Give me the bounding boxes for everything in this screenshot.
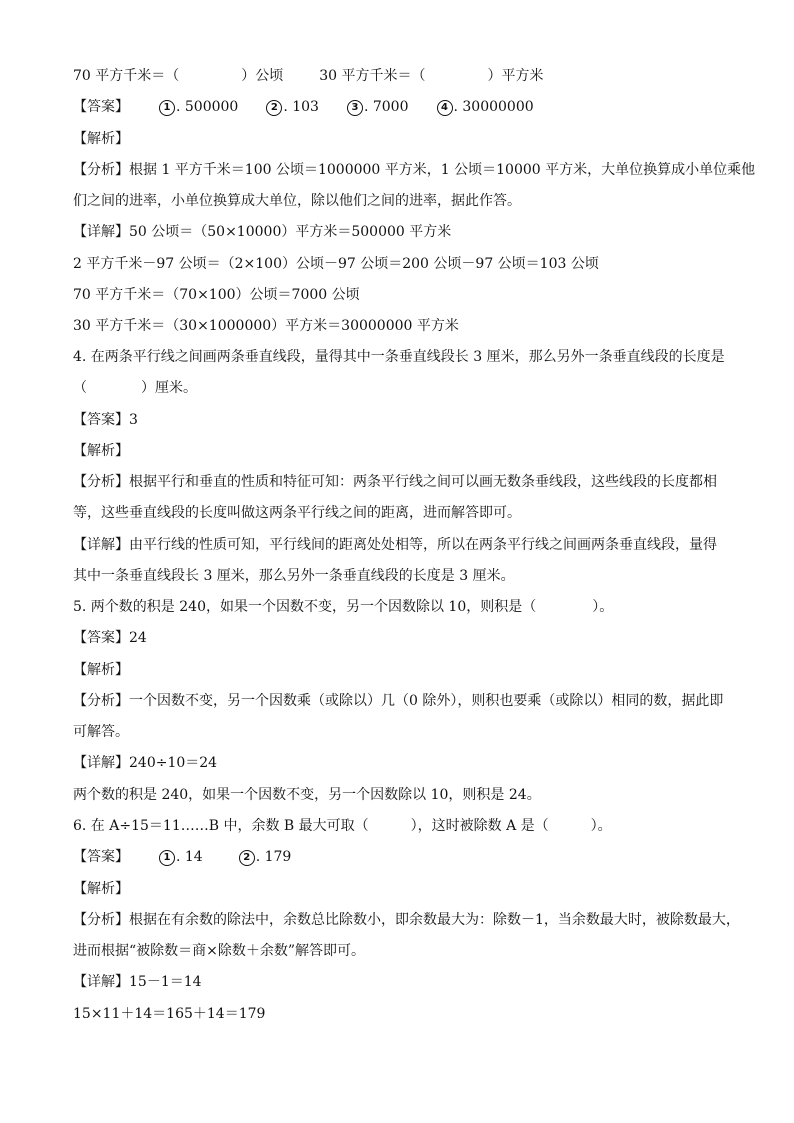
q4-analysis-line1 — [73, 472, 717, 492]
q3-stem-part2: ）公顷 — [241, 68, 284, 84]
answer-value: . 103 — [283, 99, 319, 115]
q5-detail-line1 — [73, 753, 217, 773]
jiexi-heading: 【解析】 — [73, 881, 129, 897]
answer-value: . 30000000 — [453, 99, 534, 115]
q6-analysis-line2: 进而根据“被除数＝商×除数＋余数”解答即可。 — [73, 943, 366, 959]
q3-detail-line3: 70 平方千米＝（70×100）公顷＝7000 公顷 — [73, 287, 360, 303]
detail-tag: 【详解】 — [73, 224, 129, 240]
detail-text: 50 公顷＝（50×10000）平方米＝500000 平方米 — [129, 224, 452, 240]
analysis-text: 根据在有余数的除法中，余数总比除数小，即余数最大为：除数－1，当余数最大时，被除数最大， — [129, 912, 740, 928]
q5-analysis-line1 — [73, 691, 723, 711]
analysis-tag: 【分析】 — [73, 912, 129, 928]
q5-stem-close: ）。 — [592, 599, 614, 615]
circled-number-icon: 2 — [266, 100, 282, 116]
q5-stem-line — [73, 597, 613, 617]
q5-stem-text: 5. 两个数的积是 240，如果一个因数不变，另一个因数除以 10，则积是（ — [73, 599, 537, 615]
q4-answer-line — [73, 410, 138, 430]
q4-detail-line2: 其中一条垂直线段长 3 厘米，那么另外一条垂直线段的长度是 3 厘米。 — [73, 568, 515, 584]
q5-detail-line2: 两个数的积是 240，如果一个因数不变，另一个因数除以 10，则积是 24。 — [73, 787, 541, 803]
q4-detail-line1 — [73, 535, 717, 555]
detail-text: 15－1＝14 — [129, 974, 202, 990]
q3-stem-part1: 70 平方千米＝（ — [73, 68, 180, 84]
analysis-tag: 【分析】 — [73, 162, 129, 178]
analysis-text: 一个因数不变，另一个因数乘（或除以）几（0 除外），则积也要乘（或除以）相同的数，据此即 — [129, 693, 724, 709]
analysis-tag: 【分析】 — [73, 693, 129, 709]
detail-tag: 【详解】 — [73, 974, 129, 990]
detail-tag: 【详解】 — [73, 755, 129, 771]
answer-tag: 【答案】 — [73, 99, 129, 115]
answer-value: 24 — [129, 630, 147, 646]
answer-tag: 【答案】 — [73, 412, 129, 428]
detail-tag: 【详解】 — [73, 537, 129, 553]
jiexi-heading: 【解析】 — [73, 443, 129, 459]
q6-answer-line — [73, 847, 291, 867]
q3-stem-part4: ）平方米 — [487, 68, 544, 84]
q6-stem-part2: ），这时被除数 A 是（ — [410, 818, 549, 834]
q3-analysis-line2: 们之间的进率，小单位换算成大单位，除以他们之间的进率，据此作答。 — [73, 193, 521, 209]
q5-analysis-line2: 可解答。 — [73, 724, 129, 740]
jiexi-heading: 【解析】 — [73, 131, 129, 147]
answer-value: . 179 — [255, 849, 292, 865]
circled-number-icon: 2 — [239, 850, 255, 866]
q4-stem-line2 — [73, 378, 197, 398]
q6-detail-line1 — [73, 972, 202, 992]
q3-detail-line1 — [73, 222, 451, 242]
q6-stem-part3: ）。 — [590, 818, 612, 834]
q3-stem-part3: 30 平方千米＝（ — [319, 68, 426, 84]
q6-stem-part1: 6. 在 A÷15＝11……B 中，余数 B 最大可取（ — [73, 818, 369, 834]
q5-answer-line — [73, 628, 147, 648]
detail-text: 由平行线的性质可知，平行线间的距离处处相等，所以在两条平行线之间画两条垂直线段，量得 — [129, 537, 717, 553]
analysis-tag: 【分析】 — [73, 474, 129, 490]
q3-stem-line — [73, 66, 544, 86]
answer-value: . 7000 — [363, 99, 409, 115]
q3-analysis-line1 — [73, 160, 755, 180]
q6-analysis-line1 — [73, 910, 740, 930]
q3-answer-line — [73, 97, 534, 117]
q3-detail-line2: 2 平方千米－97 公顷＝（2×100）公顷－97 公顷＝200 公顷－97 公顷＝103 公顷 — [73, 256, 599, 272]
detail-text: 240÷10＝24 — [129, 755, 218, 771]
answer-tag: 【答案】 — [73, 849, 129, 865]
q4-analysis-line2: 等，这些垂直线段的长度叫做这两条平行线之间的距离，进而解答即可。 — [73, 505, 521, 521]
q4-stem-line1: 4. 在两条平行线之间画两条垂直线段，量得其中一条垂直线段长 3 厘米，那么另外一条垂直线段的长度是 — [73, 349, 725, 365]
analysis-text: 根据平行和垂直的性质和特征可知：两条平行线之间可以画无数条垂线段，这些线段的长度都相 — [129, 474, 717, 490]
answer-value: 3 — [129, 412, 138, 428]
q6-detail-line2: 15×11＋14＝165＋14＝179 — [73, 1006, 266, 1022]
circled-number-icon: 1 — [159, 100, 175, 116]
circled-number-icon: 1 — [159, 850, 175, 866]
analysis-text: 根据 1 平方千米＝100 公顷＝1000000 平方米，1 公顷＝10000 平方米，大单位换算成小单位乘他 — [129, 162, 756, 178]
circled-number-icon: 3 — [347, 100, 363, 116]
answer-tag: 【答案】 — [73, 630, 129, 646]
q4-stem-open: （ — [73, 380, 87, 396]
answer-value: . 500000 — [176, 99, 239, 115]
q3-detail-line4: 30 平方千米＝（30×1000000）平方米＝30000000 平方米 — [73, 318, 459, 334]
q4-stem-close: ）厘米。 — [141, 380, 197, 396]
q6-stem-line — [73, 816, 612, 836]
circled-number-icon: 4 — [437, 100, 453, 116]
answer-value: . 14 — [176, 849, 203, 865]
jiexi-heading: 【解析】 — [73, 662, 129, 678]
